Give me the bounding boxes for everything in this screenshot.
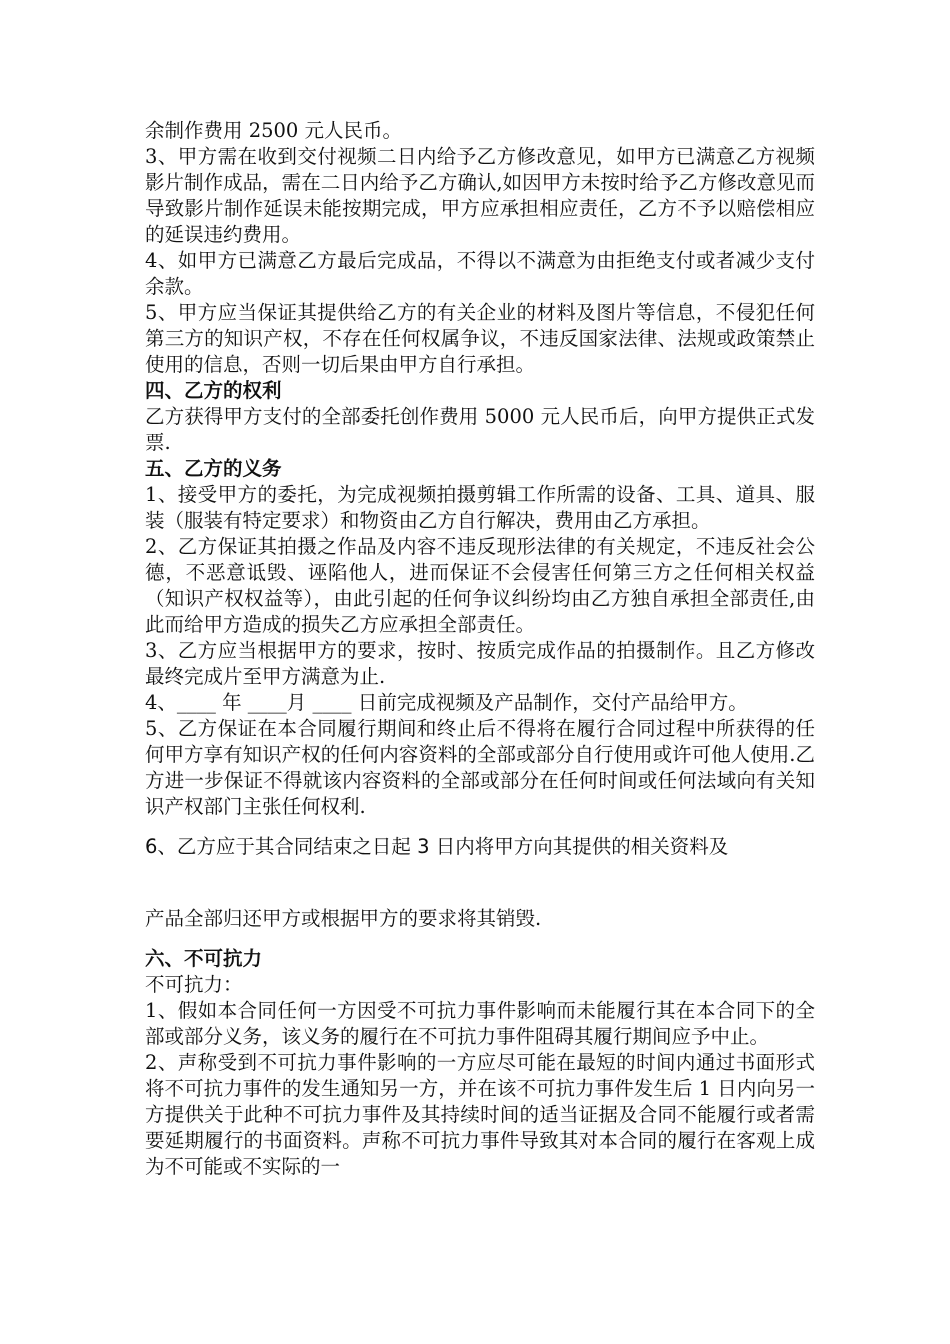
list-item-6-line2: 产品全部归还甲方或根据甲方的要求将其销毁.	[145, 907, 542, 930]
spacer	[145, 860, 815, 906]
list-item: 2、乙方保证其拍摄之作品及内容不违反现形法律的有关规定，不违反社会公德，不恶意诋毁、诬陷他人，进而保证不会侵害任何第三方之任何相关权益（知识产权权益等），由此引起的任何争议纠纷均由乙方独自承担全部责任,由此而给甲方造成的损失乙方应承担全部责任。	[145, 535, 815, 636]
section-heading-rights: 四、乙方的权利	[145, 379, 282, 402]
list-item: 4、____ 年 ____月 ____ 日前完成视频及产品制作，交付产品给甲方。	[145, 691, 748, 714]
paragraph: 余制作费用 2500 元人民币。	[145, 119, 403, 142]
section-heading-force-majeure: 六、不可抗力	[145, 947, 263, 970]
spacer	[145, 820, 815, 834]
paragraph: 不可抗力：	[145, 973, 243, 996]
list-item: 2、声称受到不可抗力事件影响的一方应尽可能在最短的时间内通过书面形式将不可抗力事件的发生通知另一方，并在该不可抗力事件发生后 1 日内向另一方提供关于此种不可抗力事件及其持续时间的适当证据及合同不能履行或者需要延期履行的书面资料。声称不可抗力事件导致其对本合同的履行在客观上成为不可能或不实际的一	[145, 1051, 815, 1178]
paragraph: 3、甲方需在收到交付视频二日内给予乙方修改意见，如甲方已满意乙方视频影片制作成品，需在二日内给予乙方确认,如因甲方未按时给予乙方修改意见而导致影片制作延误未能按期完成，甲方应承担相应责任，乙方不予以赔偿相应的延误违约费用。	[145, 145, 815, 246]
list-item: 1、接受甲方的委托，为完成视频拍摄剪辑工作所需的设备、工具、道具、服装（服装有特定要求）和物资由乙方自行解决，费用由乙方承担。	[145, 483, 815, 532]
document-body	[145, 118, 815, 1180]
paragraph: 5、甲方应当保证其提供给乙方的有关企业的材料及图片等信息，不侵犯任何第三方的知识产权，不存在任何权属争议，不违反国家法律、法规或政策禁止使用的信息，否则一切后果由甲方自行承担。	[145, 301, 815, 376]
paragraph: 乙方获得甲方支付的全部委托创作费用 5000 元人民币后，向甲方提供正式发票.	[145, 405, 815, 454]
list-item: 3、乙方应当根据甲方的要求，按时、按质完成作品的拍摄制作。且乙方修改最终完成片至甲方满意为止.	[145, 639, 815, 688]
list-item: 1、假如本合同任何一方因受不可抗力事件影响而未能履行其在本合同下的全部或部分义务，该义务的履行在不可抗力事件阻碍其履行期间应予中止。	[145, 999, 815, 1048]
list-item: 5、乙方保证在本合同履行期间和终止后不得将在履行合同过程中所获得的任何甲方享有知识产权的任何内容资料的全部或部分自行使用或许可他人使用.乙方进一步保证不得就该内容资料的全部或部分在任何时间或任何法域向有关知识产权部门主张任何权利.	[145, 717, 815, 818]
paragraph: 4、如甲方已满意乙方最后完成品，不得以不满意为由拒绝支付或者减少支付余款。	[145, 249, 815, 298]
section-heading-obligations: 五、乙方的义务	[145, 457, 282, 480]
list-item-6-line1: 6、乙方应于其合同结束之日起 3 日内将甲方向其提供的相关资料及	[145, 835, 729, 858]
spacer	[145, 932, 815, 946]
